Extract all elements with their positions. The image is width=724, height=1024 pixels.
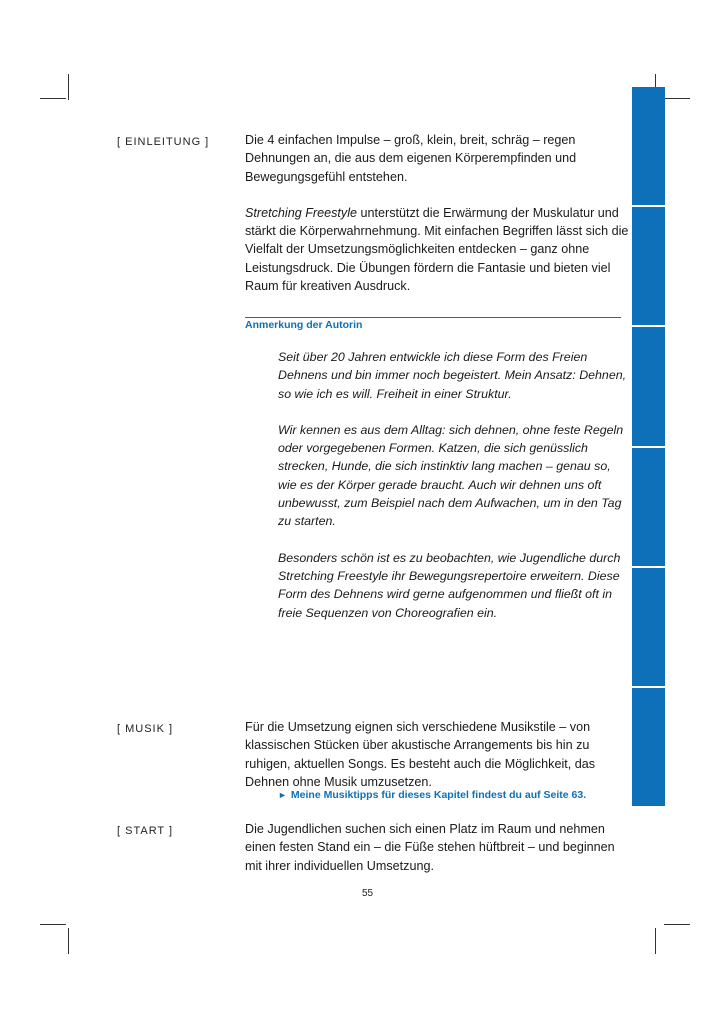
crop-mark-top-left-horizontal [40, 98, 66, 99]
note-text [278, 348, 628, 622]
intro-emphasis: Stretching Freestyle [245, 205, 357, 220]
section-label-start: [ START ] [117, 825, 174, 837]
arrow-right-icon: ► [278, 790, 287, 800]
note-paragraph: Wir kennen es aus dem Alltag: sich dehnen, ohne feste Regeln oder vorgegebenen Formen. Katzen, die sich genüsslich strecken, Hunde, die sich instinktiv lang machen – genau so, wie es der Körper gerade braucht. Auch wir dehnen uns oft unbewusst, zum Beispiel nach dem Aufwachen, um in den Tag zu starten. [278, 422, 624, 529]
crop-mark-top-left-vertical [68, 74, 69, 100]
note-divider [245, 317, 621, 318]
chapter-tab [632, 327, 665, 447]
page-number: 55 [362, 888, 374, 899]
crop-mark-bottom-right-horizontal [664, 924, 690, 925]
crop-mark-bottom-right-vertical [655, 928, 656, 954]
crop-mark-top-right-horizontal [664, 98, 690, 99]
music-paragraph: Für die Umsetzung eignen sich verschiedene Musikstile – von klassischen Stücken über akustische Arrangements bis hin zu ruhigen, aktuellen Songs. Es besteht auch die Möglichkeit, das Dehnen ohne Musik umzusetzen. [245, 720, 596, 789]
note-paragraph: Besonders schön ist es zu beobachten, wie Jugendliche durch Stretching Freestyle ihr Bewegungsrepertoire erweitern. Diese Form des Dehnens wird gerne aufgenommen und fließt oft in freie Sequenzen von Choreografien ein. [278, 550, 621, 620]
chapter-tab [632, 207, 665, 327]
crop-mark-bottom-left-vertical [68, 928, 69, 954]
intro-paragraph-2 [245, 204, 630, 295]
intro-paragraph-2-text: unterstützt die Erwärmung der Muskulatur und stärkt die Körperwahrnehmung. Mit einfachen Begriffen lässt sich die Vielfalt der Umsetzungsmöglichkeiten entdecken – ganz ohne Leistungsdruck. Die Übungen fördern die Fantasie und bieten viel Raum für kreativen Ausdruck. [245, 205, 629, 294]
intro-paragraph-1: Die 4 einfachen Impulse – groß, klein, breit, schräg – regen Dehnungen an, die aus dem eigenen Körperempfinden und Bewegungsgefühl entstehen. [245, 133, 577, 184]
chapter-tab [632, 568, 665, 688]
start-paragraph: Die Jugendlichen suchen sich einen Platz im Raum und nehmen einen festen Stand ein – die Füße stehen hüftbreit – und beginnen mit ihrer individuellen Umsetzung. [245, 822, 615, 873]
note-paragraph: Seit über 20 Jahren entwickle ich diese Form des Freien Dehnens und bin immer noch begeistert. Mein Ansatz: Dehnen, so wie ich es will. Freiheit in einer Struktur. [278, 350, 627, 401]
chapter-tab [632, 688, 665, 806]
music-tip-text: Meine Musiktipps für dieses Kapitel findest du auf Seite 63. [290, 789, 587, 801]
chapter-tab-bar [632, 87, 665, 806]
section-label-music: [ MUSIK ] [117, 723, 174, 735]
chapter-tab [632, 87, 665, 207]
chapter-tab [632, 448, 665, 568]
start-text [245, 820, 630, 875]
section-label-intro: [ EINLEITUNG ] [117, 136, 210, 148]
music-text [245, 718, 630, 791]
note-heading: Anmerkung der Autorin [245, 319, 363, 331]
music-tip [278, 789, 586, 801]
crop-mark-bottom-left-horizontal [40, 924, 66, 925]
intro-text [245, 131, 630, 295]
